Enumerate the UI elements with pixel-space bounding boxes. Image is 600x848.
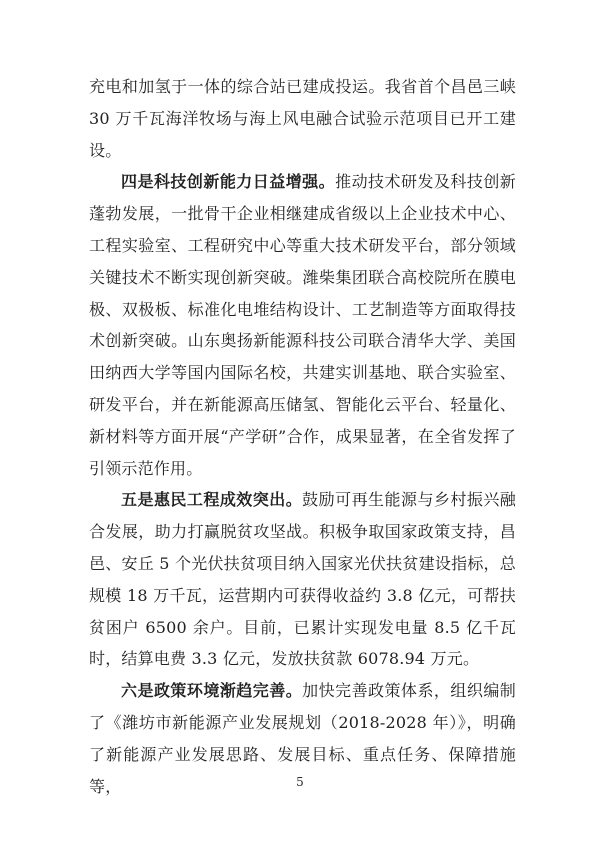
paragraph-text: 推动技术研发及科技创新蓬勃发展，一批骨干企业相继建成省级以上企业技术中心、工程实验室、工程研究中心等重大技术研发平台，部分领域关键技术不断实现创新突破。潍柴集团联合高校院所在膜电极、双极板、标准化电堆结构设计、工艺制造等方面取得技术创新突破。山东奥扬新能源科技公司联合清华大学、美国田纳西大学等国内国际名校，共建实训基地、联合实验室、研发平台，并在新能源高压储氢、智能化云平台、轻量化、新材料等方面开展“产学研”合作，成果显著，在全省发挥了引领示范作用。 — [89, 172, 517, 478]
paragraph-section-4 — [89, 166, 516, 484]
paragraph-lead: 四是科技创新能力日益增强。 — [121, 172, 336, 192]
paragraph-text: 加快完善政策体系，组织编制了《潍坊市新能源产业发展规划（2018-2028 年）》，明确了新能源产业发展思路、发展目标、重点任务、保障措施等， — [89, 681, 517, 796]
paragraph-text: 充电和加氢于一体的综合站已建成投运。我省首个昌邑三峡 30 万千瓦海洋牧场与海上风电融合试验示范项目已开工建设。 — [89, 77, 516, 160]
paragraph-section-5 — [89, 484, 516, 675]
paragraph-continuation — [89, 71, 516, 166]
paragraph-lead: 六是政策环境渐趋完善。 — [121, 681, 303, 701]
document-body — [89, 71, 516, 802]
paragraph-text: 鼓励可再生能源与乡村振兴融合发展，助力打赢脱贫攻坚战。积极争取国家政策支持，昌邑、安丘 5 个光伏扶贫项目纳入国家光伏扶贫建设指标，总规模 18 万千瓦，运营期内可获得收益约 3.8 亿元，可帮扶贫困户 6500 余户。目前，已累计实现发电量 8.5 亿千瓦时，结算电费 3.3 亿元，发放扶贫款 6078.94 万元。 — [89, 490, 517, 669]
paragraph-lead: 五是惠民工程成效突出。 — [121, 490, 303, 510]
page-number: 5 — [296, 775, 304, 789]
